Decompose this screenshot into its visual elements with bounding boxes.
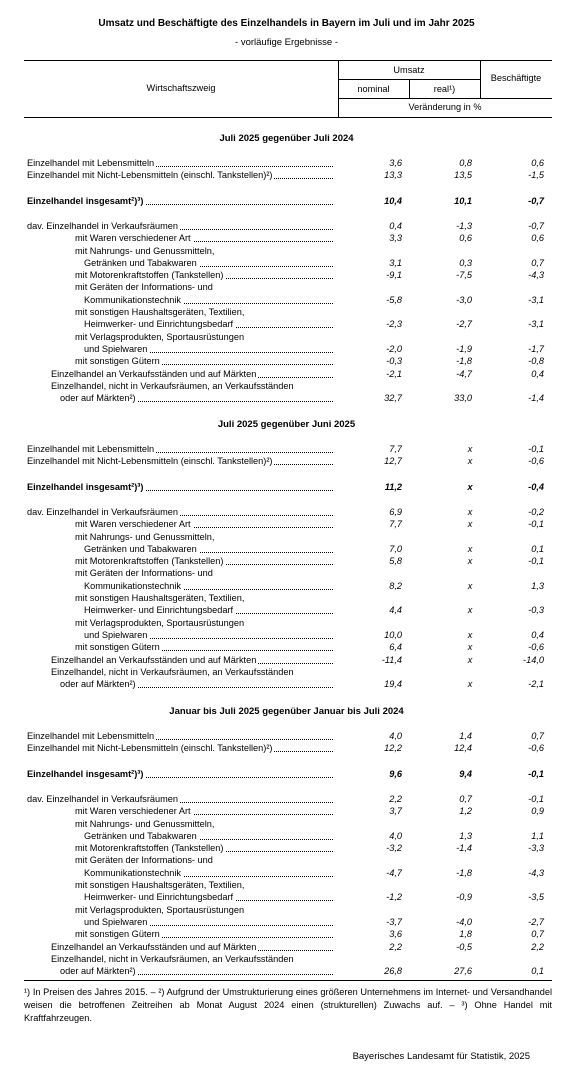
table-row	[0, 355, 573, 367]
table-row	[0, 368, 573, 380]
header-employees: Beschäftigte	[490, 73, 542, 83]
table-row	[0, 220, 573, 232]
value-employees: -0,6	[528, 456, 544, 467]
row-label-text: mit Nahrungs- und Genussmitteln,	[75, 245, 215, 256]
value-nominal: -0,3	[386, 356, 402, 367]
row-label-text: mit Geräten der Informations- und	[75, 568, 213, 579]
value-real: x	[467, 580, 473, 591]
value-nominal: 4,4	[389, 605, 402, 616]
row-label-text: und Spielwaren	[84, 629, 148, 640]
row-label	[84, 891, 333, 903]
value-real: -1,3	[456, 220, 472, 231]
row-label	[51, 953, 333, 965]
value-employees: -0,7	[528, 220, 544, 231]
table-row	[0, 343, 573, 355]
value-nominal: 32,7	[384, 393, 402, 404]
value-employees: 0,1	[531, 543, 544, 554]
row-label	[51, 666, 333, 678]
table-row	[0, 805, 573, 817]
row-label	[75, 331, 333, 343]
row-label-text: mit sonstigen Haushaltsgeräten, Textilien,	[75, 880, 245, 890]
value-nominal: -11,4	[381, 654, 402, 665]
row-label-text: mit Verlagsprodukten, Sportausrüstungen	[75, 904, 245, 915]
row-label	[84, 343, 333, 355]
row-label	[84, 830, 333, 842]
row-label-text: Einzelhandel, nicht in Verkaufsräumen, an Verkaufsständen	[51, 380, 294, 391]
value-nominal: 6,4	[389, 642, 402, 653]
row-label	[27, 443, 333, 455]
value-employees: -2,1	[528, 679, 544, 690]
table-row	[0, 518, 573, 530]
table-row	[0, 916, 573, 928]
value-real: x	[467, 642, 473, 653]
table-row	[0, 195, 573, 207]
row-label-text: Heimwerker- und Einrichtungsbedarf	[84, 319, 234, 330]
table-row	[0, 879, 573, 891]
row-label	[60, 678, 333, 690]
row-label	[75, 805, 333, 817]
value-nominal: 5,8	[389, 556, 402, 567]
value-real: -1,8	[456, 356, 472, 367]
row-label-text: mit Geräten der Informations- und	[75, 855, 213, 866]
table-row	[0, 904, 573, 916]
section-title: Juli 2025 gegenüber Juli 2024	[219, 133, 354, 144]
table-row	[0, 281, 573, 293]
row-label-text: Kommunikationstechnik	[84, 580, 182, 591]
row-label	[84, 257, 333, 269]
value-real: 13,5	[454, 170, 472, 181]
value-employees: 1,3	[531, 580, 544, 591]
value-nominal: -1,2	[386, 892, 402, 903]
row-label-text: mit Geräten der Informations- und	[75, 282, 213, 293]
value-real: x	[467, 506, 473, 517]
row-label-text: Heimwerker- und Einrichtungsbedarf	[84, 605, 234, 616]
table-row	[0, 730, 573, 742]
value-nominal: 13,3	[384, 170, 402, 181]
row-label-text: mit sonstigen Gütern	[75, 642, 160, 653]
value-real: 0,8	[459, 158, 472, 168]
value-employees: -3,1	[528, 319, 544, 330]
value-employees: -2,7	[528, 916, 544, 927]
table-row	[0, 257, 573, 269]
table-row	[0, 567, 573, 579]
value-employees: -0,2	[528, 506, 544, 517]
table-row	[0, 629, 573, 641]
row-label-text: oder auf Märkten²)	[60, 966, 136, 977]
value-nominal: 4,0	[389, 731, 402, 741]
row-label-text: Einzelhandel an Verkaufsständen und auf Märkten	[51, 941, 257, 952]
row-label	[75, 854, 333, 866]
row-label	[51, 941, 333, 953]
row-label	[75, 842, 333, 854]
value-real: -2,7	[456, 319, 472, 330]
value-real: 1,3	[459, 830, 472, 841]
value-employees: 0,7	[531, 929, 544, 940]
row-label-text: Einzelhandel mit Nicht-Lebensmitteln (einschl. Tankstellen)²)	[27, 743, 273, 754]
row-label-text: mit Waren verschiedener Art	[75, 519, 191, 530]
value-employees: -0,4	[528, 481, 544, 492]
value-real: 1,2	[459, 806, 472, 817]
row-label	[27, 768, 333, 780]
value-nominal: -3,2	[386, 843, 402, 854]
row-label-text: dav. Einzelhandel in Verkaufsräumen	[27, 220, 179, 231]
value-real: x	[467, 456, 473, 467]
value-real: x	[467, 519, 473, 530]
value-real: 0,7	[459, 793, 472, 804]
row-label-text: Einzelhandel mit Lebensmitteln	[27, 158, 155, 168]
value-nominal: 0,4	[389, 220, 402, 231]
table-row	[0, 854, 573, 866]
header-branch: Wirtschaftszweig	[146, 83, 216, 93]
value-nominal: -2,3	[386, 319, 402, 330]
value-employees: -1,7	[528, 343, 544, 354]
value-nominal: -5,8	[386, 294, 402, 305]
value-employees: 2,2	[531, 941, 544, 952]
value-employees: 0,6	[531, 233, 544, 244]
row-label-text: dav. Einzelhandel in Verkaufsräumen	[27, 793, 179, 804]
value-real: -3,0	[456, 294, 472, 305]
table-row	[0, 157, 573, 169]
row-label-text: Einzelhandel mit Lebensmitteln	[27, 731, 155, 741]
section-title: Januar bis Juli 2025 gegenüber Januar bis Juli 2024	[169, 706, 404, 717]
row-label	[75, 531, 333, 543]
table-row	[0, 294, 573, 306]
row-label	[27, 455, 333, 467]
value-nominal: 8,2	[389, 580, 402, 591]
value-real: x	[467, 629, 473, 640]
value-real: 12,4	[454, 743, 472, 754]
value-employees: -0,8	[528, 356, 544, 367]
row-label-text: Einzelhandel mit Lebensmitteln	[27, 444, 155, 454]
value-real: 33,0	[454, 393, 472, 404]
row-label	[75, 879, 333, 891]
value-nominal: 2,2	[389, 793, 402, 804]
value-nominal: 6,9	[389, 506, 402, 517]
row-label	[27, 195, 333, 207]
row-label	[27, 220, 333, 232]
table-row	[0, 380, 573, 392]
row-label	[84, 867, 333, 879]
row-label	[27, 157, 333, 169]
row-label-text: Getränken und Tabakwaren	[84, 830, 197, 841]
row-label-text: Getränken und Tabakwaren	[84, 543, 197, 554]
row-label	[75, 904, 333, 916]
table-row	[0, 555, 573, 567]
value-nominal: 3,7	[389, 806, 402, 817]
table-row	[0, 392, 573, 404]
value-employees: -3,5	[528, 892, 544, 903]
row-label	[84, 543, 333, 555]
value-real: x	[467, 481, 473, 492]
page-title: Umsatz und Beschäftigte des Einzelhandels in Bayern im Juli und im Jahr 2025	[98, 18, 475, 29]
row-label-text: mit sonstigen Gütern	[75, 929, 160, 940]
row-label-text: Einzelhandel mit Nicht-Lebensmitteln (einschl. Tankstellen)²)	[27, 170, 273, 181]
value-nominal: 26,8	[384, 966, 402, 977]
value-nominal: 9,6	[389, 768, 402, 779]
value-real: x	[467, 605, 473, 616]
table-row	[0, 169, 573, 181]
row-label	[84, 916, 333, 928]
value-employees: -0,6	[528, 743, 544, 754]
value-employees: -3,1	[528, 294, 544, 305]
table-row	[0, 245, 573, 257]
row-label-text: oder auf Märkten²)	[60, 679, 136, 690]
value-nominal: 7,0	[389, 543, 402, 554]
value-real: x	[467, 543, 473, 554]
table-row	[0, 592, 573, 604]
value-employees: -14,0	[523, 654, 544, 665]
row-label	[84, 318, 333, 330]
table-row	[0, 742, 573, 754]
table-row	[0, 481, 573, 493]
value-real: 1,8	[459, 929, 472, 940]
table-row	[0, 842, 573, 854]
row-label	[75, 269, 333, 281]
table-row	[0, 232, 573, 244]
row-label-text: Kommunikationstechnik	[84, 294, 182, 305]
row-label	[75, 355, 333, 367]
table-row	[0, 617, 573, 629]
row-label	[84, 580, 333, 592]
value-employees: 0,1	[531, 966, 544, 977]
value-employees: 0,6	[531, 158, 544, 168]
header-nominal: nominal	[357, 84, 390, 94]
header-umsatz: Umsatz	[393, 65, 425, 75]
value-real: 9,4	[459, 768, 472, 779]
value-real: -1,8	[456, 867, 472, 878]
row-label-text: Einzelhandel insgesamt²)³)	[27, 195, 144, 206]
footnote: ¹) In Preisen des Jahres 2015. – ²) Aufgrund der Umstrukturierung eines größeren Unternehmens im Internet- und Versandhandel weisen die betroffenen Zeitreihen ab Monat August 2024 einen (strukturellen) Zuwachs auf. – ³) Ohne Handel mit Kraftfahrzeugen.	[24, 987, 552, 1023]
row-label	[51, 380, 333, 392]
table-row	[0, 455, 573, 467]
row-label	[75, 818, 333, 830]
header-real: real¹)	[433, 84, 456, 94]
row-label-text: Einzelhandel an Verkaufsständen und auf Märkten	[51, 368, 257, 379]
row-label	[60, 965, 333, 977]
row-label	[27, 506, 333, 518]
value-nominal: 3,3	[389, 233, 402, 244]
row-label-text: Einzelhandel an Verkaufsständen und auf Märkten	[51, 654, 257, 665]
value-real: x	[467, 556, 473, 567]
value-nominal: 11,2	[384, 481, 402, 492]
row-label	[75, 245, 333, 257]
row-label	[27, 793, 333, 805]
row-label	[75, 232, 333, 244]
row-label	[75, 617, 333, 629]
value-nominal: 3,6	[389, 158, 402, 168]
table-row	[0, 666, 573, 678]
row-label-text: Einzelhandel mit Nicht-Lebensmitteln (einschl. Tankstellen)²)	[27, 456, 273, 467]
row-label	[84, 604, 333, 616]
value-real: x	[467, 654, 473, 665]
row-label	[75, 306, 333, 318]
value-employees: -0,3	[528, 605, 544, 616]
row-label	[51, 368, 333, 380]
value-real: 0,6	[459, 233, 472, 244]
row-label	[60, 392, 333, 404]
table-row	[0, 331, 573, 343]
value-nominal: 7,7	[389, 444, 402, 454]
value-nominal: -4,7	[386, 867, 402, 878]
row-label	[27, 169, 333, 181]
value-real: 1,4	[459, 731, 472, 741]
row-label-text: Einzelhandel insgesamt²)³)	[27, 481, 144, 492]
value-real: -0,5	[456, 941, 472, 952]
value-employees: -0,1	[528, 793, 544, 804]
value-employees: -0,1	[528, 768, 544, 779]
row-label-text: mit sonstigen Haushaltsgeräten, Textilien,	[75, 593, 245, 603]
value-employees: -0,6	[528, 642, 544, 653]
value-nominal: 3,1	[389, 257, 402, 268]
row-label-text: Einzelhandel insgesamt²)³)	[27, 768, 144, 779]
table-row	[0, 867, 573, 879]
value-real: -7,5	[456, 270, 472, 281]
row-label-text: mit Nahrungs- und Genussmitteln,	[75, 531, 215, 542]
row-label	[75, 641, 333, 653]
value-employees: -1,4	[528, 393, 544, 404]
header-change: Veränderung in %	[408, 102, 482, 112]
value-nominal: 3,6	[389, 929, 402, 940]
value-nominal: -2,0	[386, 343, 402, 354]
row-label-text: und Spielwaren	[84, 343, 148, 354]
value-real: 0,3	[459, 257, 472, 268]
table-row	[0, 941, 573, 953]
section-title: Juli 2025 gegenüber Juni 2025	[217, 419, 356, 430]
row-label	[75, 555, 333, 567]
value-employees: -1,5	[528, 170, 544, 181]
table-row	[0, 531, 573, 543]
table-row	[0, 818, 573, 830]
value-employees: -4,3	[528, 867, 544, 878]
table-row	[0, 965, 573, 977]
value-real: x	[467, 444, 473, 454]
table-row	[0, 604, 573, 616]
value-nominal: 7,7	[389, 519, 402, 530]
row-label	[84, 294, 333, 306]
value-real: -4,7	[456, 368, 472, 379]
row-label	[51, 654, 333, 666]
table-row	[0, 506, 573, 518]
header-mid-rule	[338, 98, 552, 99]
value-nominal: -2,1	[386, 368, 402, 379]
row-label	[75, 518, 333, 530]
source-credit: Bayerisches Landesamt für Statistik, 2025	[352, 1051, 530, 1062]
table-row	[0, 793, 573, 805]
value-real: -1,4	[456, 843, 472, 854]
table-bottom-rule	[24, 980, 552, 981]
row-label-text: mit Motorenkraftstoffen (Tankstellen)	[75, 556, 224, 567]
value-real: 10,1	[454, 195, 472, 206]
value-employees: -4,3	[528, 270, 544, 281]
value-employees: 0,4	[531, 368, 544, 379]
table-row	[0, 580, 573, 592]
table-row	[0, 891, 573, 903]
row-label-text: mit Verlagsprodukten, Sportausrüstungen	[75, 331, 245, 342]
value-real: 27,6	[454, 966, 472, 977]
row-label-text: dav. Einzelhandel in Verkaufsräumen	[27, 506, 179, 517]
value-nominal: -9,1	[386, 270, 402, 281]
row-label-text: mit Waren verschiedener Art	[75, 806, 191, 817]
value-real: -0,9	[456, 892, 472, 903]
value-real: x	[467, 679, 473, 690]
value-employees: 0,7	[531, 257, 544, 268]
row-label-text: mit Nahrungs- und Genussmitteln,	[75, 818, 215, 829]
value-employees: -0,1	[528, 556, 544, 567]
row-label-text: Getränken und Tabakwaren	[84, 257, 197, 268]
row-label-text: Heimwerker- und Einrichtungsbedarf	[84, 892, 234, 903]
row-label-text: mit Motorenkraftstoffen (Tankstellen)	[75, 843, 224, 854]
row-label	[84, 629, 333, 641]
row-label	[75, 567, 333, 579]
value-nominal: 10,0	[384, 629, 402, 640]
value-employees: -0,7	[528, 195, 544, 206]
row-label	[75, 281, 333, 293]
table-row	[0, 306, 573, 318]
value-employees: 0,9	[531, 806, 544, 817]
value-nominal: 10,4	[384, 195, 402, 206]
value-nominal: 2,2	[389, 941, 402, 952]
table-row	[0, 641, 573, 653]
row-label-text: mit Motorenkraftstoffen (Tankstellen)	[75, 270, 224, 281]
row-label	[27, 730, 333, 742]
table-row	[0, 768, 573, 780]
value-employees: -3,3	[528, 843, 544, 854]
table-row	[0, 443, 573, 455]
value-nominal: 12,7	[384, 456, 402, 467]
table-row	[0, 928, 573, 940]
row-label-text: mit Verlagsprodukten, Sportausrüstungen	[75, 617, 245, 628]
value-employees: 1,1	[531, 830, 544, 841]
value-employees: -0,1	[528, 519, 544, 530]
row-label-text: Einzelhandel, nicht in Verkaufsräumen, an Verkaufsständen	[51, 666, 294, 677]
table-row	[0, 318, 573, 330]
value-employees: 0,4	[531, 629, 544, 640]
row-label-text: mit sonstigen Gütern	[75, 356, 160, 367]
table-row	[0, 654, 573, 666]
value-real: -4,0	[456, 916, 472, 927]
value-nominal: -3,7	[386, 916, 402, 927]
row-label	[27, 481, 333, 493]
header-top-rule	[24, 60, 552, 61]
row-label	[75, 928, 333, 940]
row-label-text: Einzelhandel, nicht in Verkaufsräumen, an Verkaufsständen	[51, 953, 294, 964]
table-row	[0, 269, 573, 281]
row-label-text: Kommunikationstechnik	[84, 867, 182, 878]
value-real: -1,9	[456, 343, 472, 354]
page-subtitle: - vorläufige Ergebnisse -	[235, 37, 338, 48]
table-row	[0, 543, 573, 555]
table-row	[0, 953, 573, 965]
value-nominal: 4,0	[389, 830, 402, 841]
header-bottom-rule	[24, 117, 552, 118]
row-label-text: oder auf Märkten²)	[60, 393, 136, 404]
row-label-text: mit sonstigen Haushaltsgeräten, Textilien,	[75, 307, 245, 317]
row-label-text: mit Waren verschiedener Art	[75, 233, 191, 244]
table-row	[0, 830, 573, 842]
value-nominal: 19,4	[384, 679, 402, 690]
value-employees: -0,1	[528, 444, 544, 454]
value-nominal: 12,2	[384, 743, 402, 754]
value-employees: 0,7	[531, 731, 544, 741]
row-label	[27, 742, 333, 754]
row-label	[75, 592, 333, 604]
table-row	[0, 678, 573, 690]
row-label-text: und Spielwaren	[84, 916, 148, 927]
